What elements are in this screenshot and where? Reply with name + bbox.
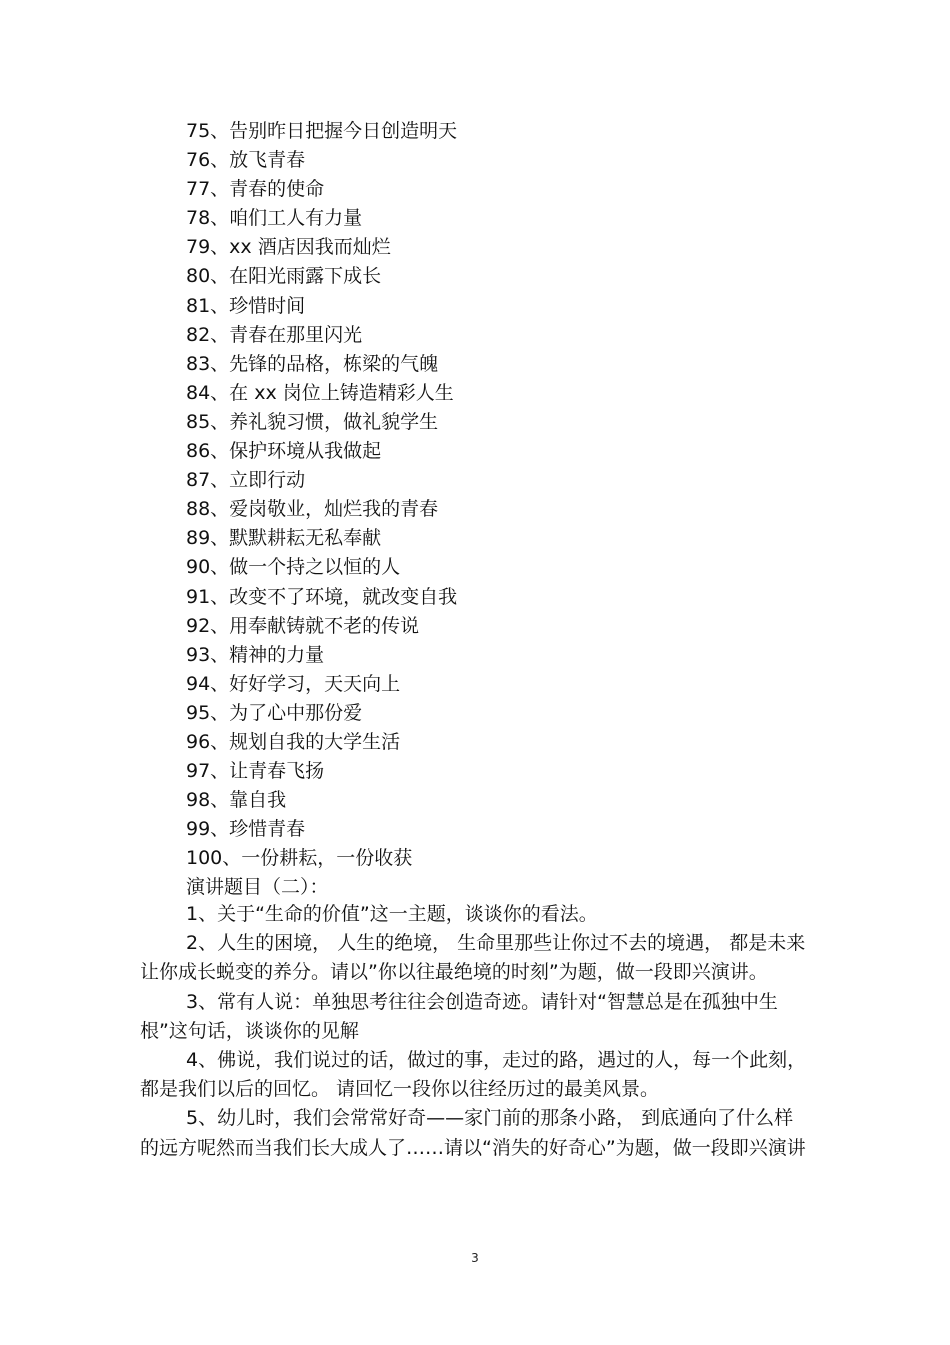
list-item: 86、保护环境从我做起 [186, 440, 382, 463]
list-item: 77、青春的使命 [186, 178, 325, 201]
list-item: 76、放飞青春 [186, 149, 306, 172]
list-item: 75、告别昨日把握今日创造明天 [186, 120, 458, 142]
list-item: 96、规划自我的大学生活 [186, 730, 401, 753]
question-paragraph: 1、关于“生命的价值”这一主题，谈谈你的看法。 [186, 903, 598, 925]
list-item: 82、青春在那里闪光 [186, 323, 363, 346]
page-number: 3 [471, 1251, 479, 1265]
list-item: 88、爱岗敬业，灿烂我的青春 [186, 498, 439, 521]
list-item: 95、为了心中那份爱 [186, 701, 363, 724]
list-item: 92、用奉献铸就不老的传说 [186, 614, 420, 637]
list-item: 94、好好学习，天天向上 [186, 672, 401, 695]
list-item: 91、改变不了环境，就改变自我 [186, 585, 458, 608]
list-item: 85、养礼貌习惯，做礼貌学生 [186, 410, 439, 433]
question-list [140, 900, 812, 1163]
list-item: 89、默默耕耘无私奉献 [186, 527, 382, 550]
list-item: 99、珍惜青春 [186, 818, 306, 841]
list-item: 79、xx 酒店因我而灿烂 [186, 236, 391, 259]
list-item: 87、立即行动 [186, 469, 306, 492]
list-item: 98、靠自我 [186, 789, 287, 812]
speech-topic-list [186, 117, 826, 902]
list-item: 93、精神的力量 [186, 643, 325, 666]
list-item: 81、珍惜时间 [186, 294, 306, 317]
list-item: 78、咱们工人有力量 [186, 207, 363, 230]
question-paragraph: 4、佛说，我们说过的话，做过的事，走过的路，遇过的人，每一个此刻，都是我们以后的回忆。 请回忆一段你以往经历过的最美风景。 [140, 1049, 807, 1101]
section-title: 演讲题目（二）： [186, 876, 329, 899]
question-paragraph: 5、幼儿时，我们会常常好奇——家门前的那条小路， 到底通向了什么样的远方呢然而当我们长大成人了……请以“消失的好奇心”为题，做一段即兴演讲 [140, 1107, 806, 1159]
list-item: 90、做一个持之以恒的人 [186, 556, 401, 579]
list-item: 100、一份耕耘，一份收获 [186, 847, 413, 870]
list-item: 80、在阳光雨露下成长 [186, 265, 382, 288]
list-item: 97、让青春飞扬 [186, 760, 325, 783]
question-paragraph: 3、常有人说：单独思考往往会创造奇迹。请针对“智慧总是在孤独中生根”这句话，谈谈你的见解 [140, 990, 778, 1042]
list-item: 83、先锋的品格，栋梁的气魄 [186, 352, 439, 375]
list-item: 84、在 xx 岗位上铸造精彩人生 [186, 381, 454, 404]
question-paragraph: 2、人生的困境， 人生的绝境， 生命里那些让你过不去的境遇， 都是未来让你成长蜕变的养分。请以”你以往最绝境的时刻”为题，做一段即兴演讲。 [140, 932, 806, 984]
